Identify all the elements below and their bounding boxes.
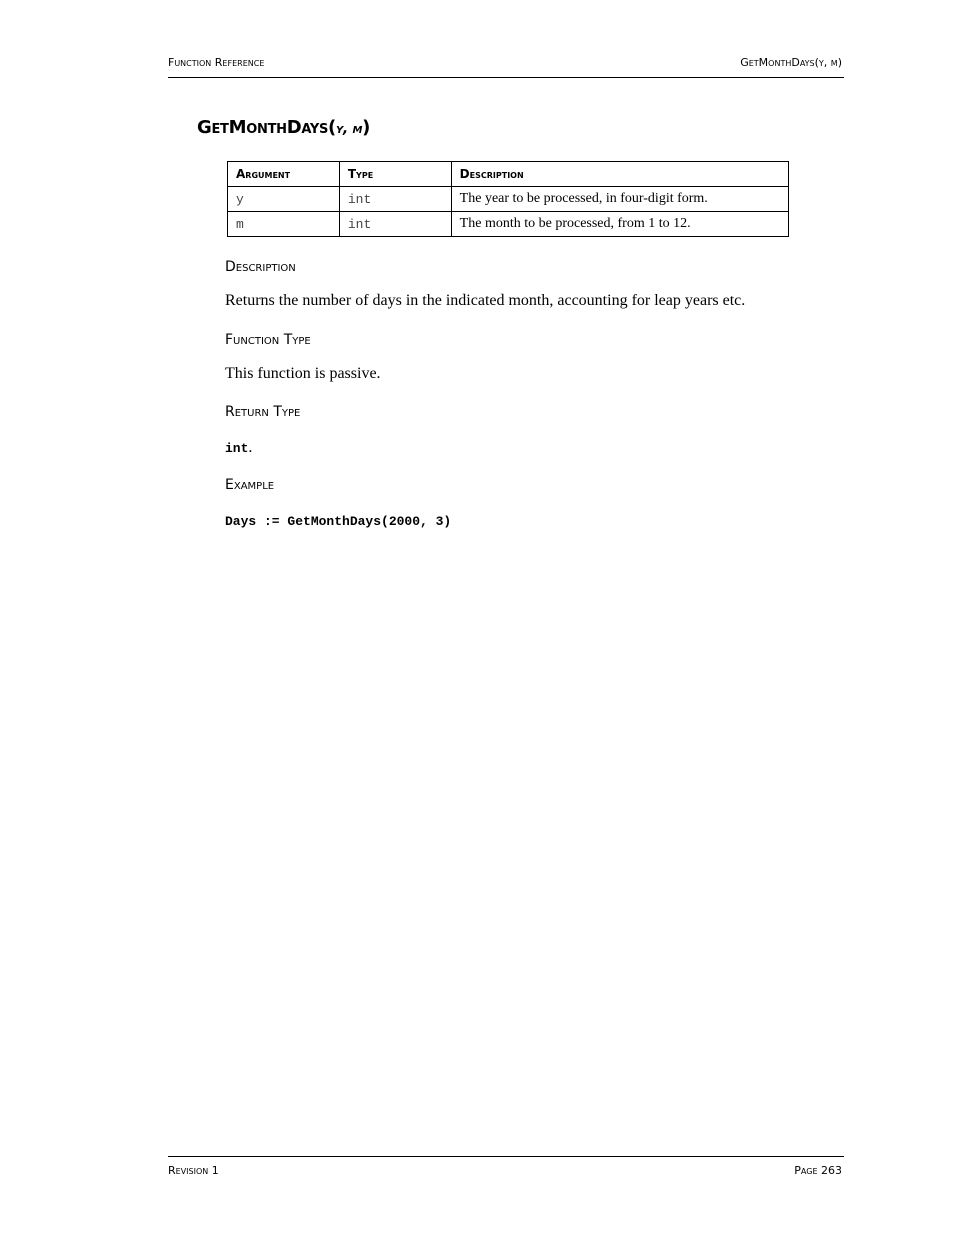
header-function-name: GetMonthDays(y, m) — [740, 56, 842, 69]
table-row — [228, 187, 789, 212]
arguments-table — [227, 161, 789, 237]
return-type-code: int — [225, 441, 249, 456]
column-header-description: Description — [451, 162, 788, 187]
return-type-heading: Return Type — [225, 404, 301, 420]
example-heading: Example — [225, 477, 275, 493]
argument-cell: m — [228, 212, 340, 237]
footer-revision: Revision 1 — [168, 1164, 219, 1177]
argument-cell: y — [228, 187, 340, 212]
header-section-title: Function Reference — [168, 56, 265, 69]
description-cell: The year to be processed, in four-digit form. — [451, 187, 788, 212]
return-type-suffix: . — [248, 439, 253, 456]
function-type-heading: Function Type — [225, 332, 311, 348]
function-title — [197, 117, 370, 138]
page-header — [168, 56, 844, 78]
example-code: Days := GetMonthDays(2000, 3) — [225, 514, 452, 529]
return-type-line — [225, 439, 252, 457]
table-header-row — [228, 162, 789, 187]
function-title-name: GetMonthDays( — [197, 117, 336, 138]
column-header-type: Type — [339, 162, 451, 187]
page-footer — [168, 1156, 844, 1177]
description-heading: Description — [225, 259, 296, 275]
description-text: Returns the number of days in the indicated month, accounting for leap years etc. — [225, 292, 746, 309]
type-cell: int — [339, 187, 451, 212]
column-header-argument: Argument — [228, 162, 340, 187]
type-cell: int — [339, 212, 451, 237]
function-type-text: This function is passive. — [225, 365, 381, 382]
function-title-close: ) — [362, 117, 371, 138]
description-cell: The month to be processed, from 1 to 12. — [451, 212, 788, 237]
footer-page-number: Page 263 — [794, 1164, 842, 1177]
function-title-args: y, m — [335, 121, 363, 137]
table-row — [228, 212, 789, 237]
